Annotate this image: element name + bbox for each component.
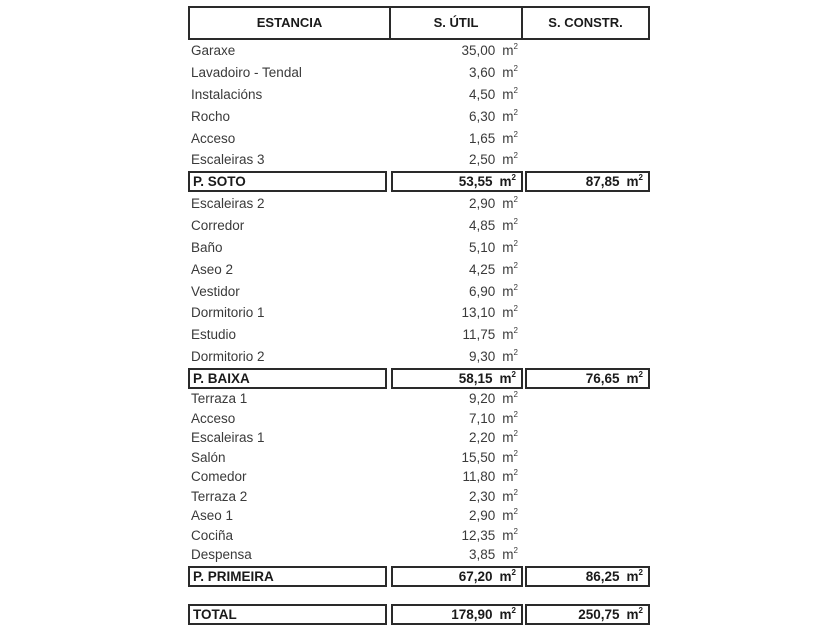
unit-label: m — [502, 391, 514, 406]
room-area-cell — [388, 505, 523, 526]
room-area-cell — [388, 302, 523, 323]
summary-util-cell — [391, 368, 523, 389]
summary-constr-cell — [525, 171, 650, 192]
unit-label: m — [626, 607, 639, 622]
room-area-cell — [388, 215, 523, 236]
unit-exponent: 2 — [513, 326, 518, 335]
unit-label: m — [502, 43, 514, 58]
room-name: Escaleiras 3 — [191, 152, 265, 167]
unit-label: m — [502, 469, 514, 484]
table-row — [188, 466, 650, 487]
table-row — [188, 149, 650, 170]
unit-exponent: 2 — [513, 239, 518, 248]
unit-label: m — [502, 508, 514, 523]
room-area: 1,65 — [469, 131, 496, 146]
unit-exponent: 2 — [638, 606, 643, 615]
room-area: 6,30 — [469, 109, 496, 124]
unit-label: m — [499, 569, 512, 584]
unit-exponent: 2 — [513, 449, 518, 458]
table-row — [188, 40, 650, 61]
table-row — [188, 84, 650, 105]
table-header — [188, 6, 650, 40]
unit-exponent: 2 — [513, 283, 518, 292]
summary-name: P. SOTO — [188, 171, 387, 192]
room-area: 4,50 — [469, 87, 496, 102]
unit-exponent: 2 — [513, 261, 518, 270]
total-name: TOTAL — [188, 604, 387, 625]
summary-row-baixa — [188, 368, 650, 389]
room-area: 2,90 — [469, 508, 496, 523]
room-area: 9,30 — [469, 349, 496, 364]
room-area-cell — [388, 447, 523, 468]
room-name: Dormitorio 2 — [191, 349, 265, 364]
unit-label: m — [502, 131, 514, 146]
room-area-cell — [388, 486, 523, 507]
unit-label: m — [502, 450, 514, 465]
room-area-cell — [388, 84, 523, 105]
unit-exponent: 2 — [513, 429, 518, 438]
unit-exponent: 2 — [511, 568, 516, 577]
unit-exponent: 2 — [511, 370, 516, 379]
room-name: Cociña — [191, 528, 234, 543]
unit-label: m — [502, 327, 514, 342]
unit-exponent: 2 — [513, 304, 518, 313]
summary-constr: 87,85 — [585, 174, 620, 189]
total-constr: 250,75 — [578, 607, 620, 622]
unit-exponent: 2 — [513, 217, 518, 226]
table-row — [188, 525, 650, 546]
summary-util: 58,15 — [458, 371, 493, 386]
table-row — [188, 106, 650, 127]
unit-exponent: 2 — [513, 468, 518, 477]
room-area: 2,20 — [469, 430, 496, 445]
table-row — [188, 408, 650, 429]
unit-label: m — [502, 240, 514, 255]
summary-util-cell — [391, 171, 523, 192]
room-area-cell — [388, 106, 523, 127]
summary-name: P. PRIMEIRA — [188, 566, 387, 587]
unit-label: m — [502, 196, 514, 211]
unit-label: m — [502, 87, 514, 102]
room-area: 12,35 — [461, 528, 496, 543]
room-name: Terraza 1 — [191, 391, 248, 406]
room-area-cell — [388, 525, 523, 546]
room-area: 13,10 — [461, 305, 496, 320]
unit-exponent: 2 — [511, 606, 516, 615]
unit-label: m — [502, 284, 514, 299]
summary-util: 53,55 — [458, 174, 493, 189]
unit-label: m — [502, 349, 514, 364]
table-row — [188, 388, 650, 409]
room-area-cell — [388, 259, 523, 280]
room-area: 11,80 — [462, 469, 496, 484]
room-area-cell — [388, 388, 523, 409]
room-area-cell — [388, 346, 523, 367]
unit-label: m — [502, 152, 514, 167]
room-name: Instalacións — [191, 87, 263, 102]
total-constr-cell — [525, 604, 650, 625]
unit-exponent: 2 — [513, 151, 518, 160]
summary-constr-cell — [525, 566, 650, 587]
summary-row-soto — [188, 171, 650, 192]
summary-constr: 86,25 — [585, 569, 620, 584]
unit-exponent: 2 — [513, 86, 518, 95]
room-area: 2,30 — [469, 489, 496, 504]
table-row — [188, 544, 650, 565]
room-area-cell — [388, 408, 523, 429]
table-row — [188, 193, 650, 214]
unit-exponent: 2 — [513, 390, 518, 399]
room-area-cell — [388, 40, 523, 61]
summary-row-primeira — [188, 566, 650, 587]
room-area-cell — [388, 324, 523, 345]
unit-exponent: 2 — [513, 546, 518, 555]
room-name: Garaxe — [191, 43, 236, 58]
room-area: 15,50 — [461, 450, 496, 465]
room-name: Corredor — [191, 218, 245, 233]
table-row — [188, 281, 650, 302]
room-area-cell — [388, 466, 523, 487]
header-estancia: ESTANCIA — [188, 6, 391, 40]
room-name: Estudio — [191, 327, 237, 342]
summary-constr: 76,65 — [585, 371, 620, 386]
room-area: 3,85 — [469, 547, 496, 562]
unit-label: m — [502, 109, 514, 124]
unit-exponent: 2 — [513, 527, 518, 536]
unit-label: m — [502, 262, 514, 277]
unit-exponent: 2 — [513, 108, 518, 117]
summary-name: P. BAIXA — [188, 368, 387, 389]
room-name: Dormitorio 1 — [191, 305, 265, 320]
room-area: 2,50 — [469, 152, 496, 167]
unit-label: m — [626, 569, 639, 584]
room-area: 4,25 — [469, 262, 496, 277]
table-row — [188, 237, 650, 258]
unit-exponent: 2 — [513, 42, 518, 51]
room-area: 2,90 — [469, 196, 496, 211]
unit-exponent: 2 — [638, 370, 643, 379]
summary-util-cell — [391, 566, 523, 587]
room-area: 11,75 — [462, 327, 496, 342]
unit-label: m — [502, 547, 514, 562]
table-row — [188, 302, 650, 323]
room-area-cell — [388, 128, 523, 149]
unit-exponent: 2 — [513, 410, 518, 419]
room-area-cell — [388, 427, 523, 448]
unit-exponent: 2 — [513, 195, 518, 204]
total-util: 178,90 — [451, 607, 493, 622]
room-area: 5,10 — [469, 240, 496, 255]
room-name: Lavadoiro - Tendal — [191, 65, 302, 80]
room-name: Comedor — [191, 469, 247, 484]
room-area-cell — [388, 149, 523, 170]
unit-exponent: 2 — [513, 507, 518, 516]
room-area: 6,90 — [469, 284, 496, 299]
room-name: Acceso — [191, 131, 236, 146]
room-name: Aseo 1 — [191, 508, 234, 523]
room-area: 9,20 — [469, 391, 496, 406]
room-name: Escaleiras 2 — [191, 196, 265, 211]
room-area: 3,60 — [469, 65, 496, 80]
room-name: Vestidor — [191, 284, 240, 299]
unit-label: m — [499, 371, 512, 386]
unit-label: m — [499, 174, 512, 189]
table-row — [188, 505, 650, 526]
room-area-cell — [388, 281, 523, 302]
room-area: 4,85 — [469, 218, 496, 233]
unit-label: m — [502, 218, 514, 233]
header-constr: S. CONSTR. — [521, 6, 650, 40]
room-name: Terraza 2 — [191, 489, 248, 504]
room-area-cell — [388, 544, 523, 565]
total-row — [188, 604, 650, 625]
table-row — [188, 486, 650, 507]
unit-exponent: 2 — [513, 64, 518, 73]
room-name: Acceso — [191, 411, 236, 426]
unit-exponent: 2 — [638, 173, 643, 182]
summary-constr-cell — [525, 368, 650, 389]
unit-exponent: 2 — [511, 173, 516, 182]
table-row — [188, 324, 650, 345]
room-name: Salón — [191, 450, 226, 465]
room-area: 35,00 — [461, 43, 496, 58]
unit-exponent: 2 — [638, 568, 643, 577]
room-area-cell — [388, 62, 523, 83]
unit-exponent: 2 — [513, 488, 518, 497]
unit-label: m — [502, 528, 514, 543]
table-row — [188, 447, 650, 468]
total-util-cell — [391, 604, 523, 625]
unit-exponent: 2 — [513, 348, 518, 357]
unit-label: m — [502, 430, 514, 445]
table-row — [188, 346, 650, 367]
unit-label: m — [499, 607, 512, 622]
unit-label: m — [502, 489, 514, 504]
room-name: Escaleiras 1 — [191, 430, 265, 445]
unit-label: m — [626, 371, 639, 386]
unit-label: m — [626, 174, 639, 189]
room-area-cell — [388, 193, 523, 214]
unit-label: m — [502, 411, 514, 426]
room-area-cell — [388, 237, 523, 258]
unit-exponent: 2 — [513, 130, 518, 139]
unit-label: m — [502, 65, 514, 80]
summary-util: 67,20 — [458, 569, 493, 584]
unit-label: m — [502, 305, 514, 320]
room-name: Aseo 2 — [191, 262, 234, 277]
table-row — [188, 62, 650, 83]
table-row — [188, 259, 650, 280]
room-name: Despensa — [191, 547, 252, 562]
room-name: Rocho — [191, 109, 231, 124]
room-name: Baño — [191, 240, 223, 255]
table-row — [188, 427, 650, 448]
room-area: 7,10 — [469, 411, 496, 426]
table-row — [188, 215, 650, 236]
table-row — [188, 128, 650, 149]
header-util: S. ÚTIL — [389, 6, 523, 40]
